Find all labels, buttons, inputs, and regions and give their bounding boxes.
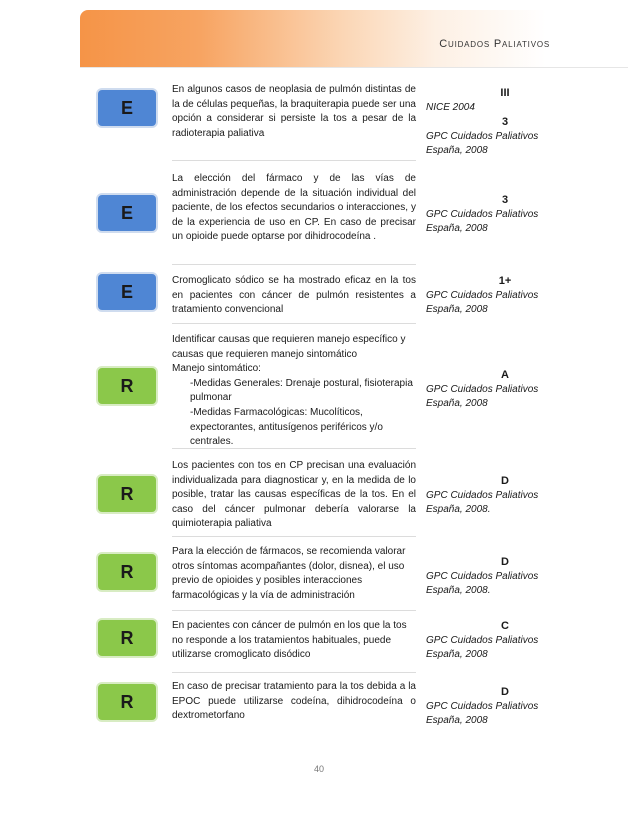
row-divider bbox=[172, 264, 416, 265]
row-divider bbox=[172, 323, 416, 324]
row-divider bbox=[172, 536, 416, 537]
reference-source: GPC Cuidados Paliativos España, 2008 bbox=[426, 130, 539, 157]
reference-source: GPC Cuidados Paliativos España, 2008 bbox=[426, 383, 539, 410]
reference-source: GPC Cuidados Paliativos España, 2008 bbox=[426, 208, 539, 235]
text-line: Identificar causas que requieren manejo específico y causas que requieren manejo sintomático bbox=[172, 334, 406, 360]
text-line: -Medidas Generales: Drenaje postural, fisioterapia pulmonar bbox=[190, 377, 413, 404]
recommendation-badge: R bbox=[96, 618, 158, 658]
reference-source: GPC Cuidados Paliativos España, 2008 bbox=[426, 634, 539, 661]
evidence-badge: E bbox=[96, 193, 158, 233]
recommendation-grade: D bbox=[501, 686, 509, 698]
reference-source: GPC Cuidados Paliativos España, 2008. bbox=[426, 570, 539, 597]
recommendation-badge: R bbox=[96, 682, 158, 722]
evidence-text: La elección del fármaco y de las vías de administración depende de la situación individual del paciente, de los efectos secundarios o interacciones, y de la experiencia de uso en CP. En caso de precisar un opioide puede optarse por dihidrocodeína . bbox=[172, 173, 416, 243]
recommendation-text: Los pacientes con tos en CP precisan una evaluación individualizada para diagnosticar y, en la medida de lo posible, tratar las causas específicas de la tos. En el caso del cáncer pulmonar debería valorarse la quimioterapia paliativa bbox=[172, 460, 416, 530]
recommendation-badge: R bbox=[96, 474, 158, 514]
evidence-level: 3 bbox=[501, 194, 509, 206]
recommendation-reference bbox=[426, 368, 576, 412]
reference-source: GPC Cuidados Paliativos España, 2008 bbox=[426, 700, 539, 727]
recommendation-grade: C bbox=[501, 620, 509, 632]
evidence-badge: E bbox=[96, 272, 158, 312]
evidence-level: 1+ bbox=[498, 275, 512, 287]
recommendation-text: En pacientes con cáncer de pulmón en los que la tos no responde a los tratamientos habituales, puede utilizarse cromoglicato disódico bbox=[172, 620, 407, 661]
evidence-reference bbox=[426, 274, 576, 318]
text-line: -Medidas Farmacológicas: Mucolíticos, expectorantes, antitusígenos periféricos y/o centrales. bbox=[190, 406, 383, 448]
evidence-reference bbox=[426, 193, 576, 237]
row-divider bbox=[172, 672, 416, 673]
header-divider bbox=[80, 67, 628, 68]
recommendation-text: Para la elección de fármacos, se recomienda valorar otros síntomas acompañantes (dolor, disnea), el uso previo de opioides y posibles interacciones farmacológicas y la vía de administración bbox=[172, 546, 406, 601]
recommendation-grade: D bbox=[501, 556, 509, 568]
recommendation-text: En caso de precisar tratamiento para la tos debida a la EPOC puede utilizarse codeína, dihidrocodeína o dextrometorfano bbox=[172, 681, 416, 722]
row-divider bbox=[172, 610, 416, 611]
recommendation-reference bbox=[426, 685, 576, 729]
page-number: 40 bbox=[313, 764, 324, 774]
evidence-text: Cromoglicato sódico se ha mostrado eficaz en la tos en pacientes con cáncer de pulmón resistentes a tratamiento convencional bbox=[172, 275, 416, 316]
reference-source: GPC Cuidados Paliativos España, 2008. bbox=[426, 489, 539, 516]
page-header-title: Cuidados Paliativos bbox=[439, 38, 550, 50]
evidence-level: 3 bbox=[501, 116, 509, 129]
evidence-reference bbox=[426, 86, 576, 159]
reference-source: GPC Cuidados Paliativos España, 2008 bbox=[426, 289, 539, 316]
evidence-level: III bbox=[500, 87, 510, 99]
evidence-text: En algunos casos de neoplasia de pulmón distintas de la de células pequeñas, la braquiterapia puede ser una opción a considerar si persiste la tos a pesar de la radioterapia paliativa bbox=[172, 84, 416, 139]
reference-source: NICE 2004 bbox=[426, 101, 475, 113]
recommendation-badge: R bbox=[96, 366, 158, 406]
recommendation-text bbox=[172, 333, 416, 450]
row-divider bbox=[172, 448, 416, 449]
recommendation-grade: A bbox=[501, 369, 509, 381]
evidence-badge: E bbox=[96, 88, 158, 128]
recommendation-reference bbox=[426, 555, 576, 599]
row-divider bbox=[172, 160, 416, 161]
recommendation-reference bbox=[426, 474, 576, 518]
recommendation-grade: D bbox=[501, 475, 509, 487]
text-line: Manejo sintomático: bbox=[172, 363, 261, 375]
recommendation-badge: R bbox=[96, 552, 158, 592]
recommendation-reference bbox=[426, 619, 576, 663]
